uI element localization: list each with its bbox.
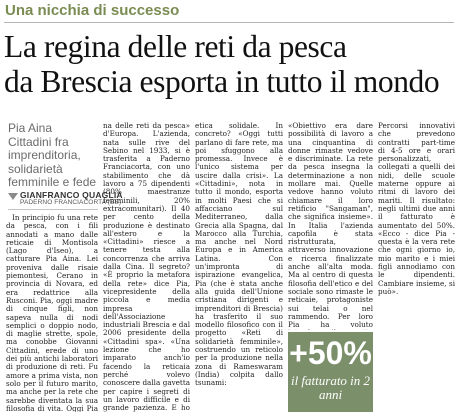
section-kicker: Una nicchia di successo [5, 2, 180, 19]
article-column-3 [195, 122, 283, 412]
column-1-text: In principio fu una rete da pesca, con i fili annodati a mano dalle reticaie di Montisola (Lago d'Iseo), a catturare Pia Aina. Lei proveniva dalle risaie piemontesi, Cerano in provincia di Novara, ed era redattrice alla Rusconi. Pia, oggi madre di cinque figli, non sapeva nulla di nodi semplici o doppio nodo, di maglie strette, spole, ma conobbe Giovanni Cittadini, erede di uno dei più antichi laboratori di produzione di reti. Fu amore a prima vista, non solo per il futuro marito, ma anche per la rete che sarebbe diventata la sua filosofia di vita. Oggi Pia [6, 214, 98, 412]
article-column-5 [378, 122, 455, 412]
article-column-4 [288, 122, 373, 330]
column-3-text: etica solidale. In concreto? «Oggi tutti parlano di fare rete, ma poi sfuggono alla promessa. Invece è l'unico sistema per uscire dalla crisi». La «Cittadini», nota in tutto il mondo, esporta in molti Paesi che si affacciano sul Mediterraneo, dalla Grecia alla Spagna, dal Marocco alla Turchia, ma anche nel Nord Europa e in America Latina. Con un'impronta di ispirazione evangelica, Pia (che è stata anche alla guida dell'Unione cristiana dirigenti e imprenditori di Brescia) ha trasferito il suo modello filosofico con il progetto «Reti di solidarietà femminile», costruendo un reticolo per la produzione nella zona di Rameswaram (India) colpita dallo tsunami: [195, 122, 283, 388]
byline-divider [8, 209, 98, 210]
stat-box [288, 332, 373, 412]
column-2-text: na delle reti da pesca» d'Europa. L'azienda, nata sulle rive del Sebino nel 1933, si è trasferita a Paderno Franciacorta, con uno stabilimento che dà lavoro a 75 dipendenti (80% maestranze femminili, 20% extracomunitari). Il 40 per cento della produzione è destinato all'estero e la «Cittadini» riesce a tenere testa alla concorrenza che arriva dalla Cina. Il segreto? «È proprio la metafora della rete» dice Pia, vicepresidente della piccola e media impresa dell'Associazione industriali Brescia e dal 2006 presidente della «Cittadini spa». «Una lezione che ho imparato anch'io facendo la reticaia perché volevo conoscere dalla gavetta per capire i segreti di un lavoro difficile e di grande pazienza. E ho [103, 122, 190, 412]
stat-value: +50% [289, 335, 372, 371]
byline-location: PADERNO FRANCIACORTA (BS) [20, 199, 122, 206]
stat-label: il fatturato in 2 anni [290, 373, 371, 402]
headline-line-2: da Brescia esporta in tutto il mondo [4, 64, 440, 99]
headline-line-1: La regina delle reti da pesca [4, 29, 347, 64]
article-column-1 [6, 214, 98, 412]
kicker-divider [4, 22, 454, 23]
byline-triangle-icon [8, 193, 18, 200]
column-5-text: Percorsi innovativi che prevedono contratti part-time di 4-5 ore e orari personalizzati, collegati a quelli dei nidi, delle scuole materne oppure ai ritmi di lavoro dei mariti. Il risultato: negli ultimi due anni il fatturato è aumentato del 50%. «Ecco - dice Pia - questa è la vera rete che ogni giorno io, mio marito e i miei figli annodiamo con le dipendenti. Cambiare insieme, si può». [378, 122, 455, 296]
headline [4, 29, 456, 99]
subtitle: Pia Aina Cittadini fra imprenditoria, solidarietà femminile e fede [8, 121, 97, 189]
article-column-2 [103, 122, 190, 412]
byline-author: GIANFRANCO QUAGLIA [20, 190, 123, 200]
column-4-text: «Obiettivo era dare possibilità di lavoro a una cinquantina di donne rimaste vedove e discriminate. La rete da pesca insegna la determinazione a non mollare mai. Quelle vedove hanno voluto chiamare il loro retificio "Sangaman", che significa insieme». In Italia l'azienda capofila è stata ristrutturata, attraverso innovazione e ricerca finalizzate anche all'alta moda. Ma al centro di questa filosofia dell'etico e del sociale sono rimaste le reticaie, protagoniste sui telai o nel rammendo. Per loro Pia ha voluto [288, 122, 373, 330]
